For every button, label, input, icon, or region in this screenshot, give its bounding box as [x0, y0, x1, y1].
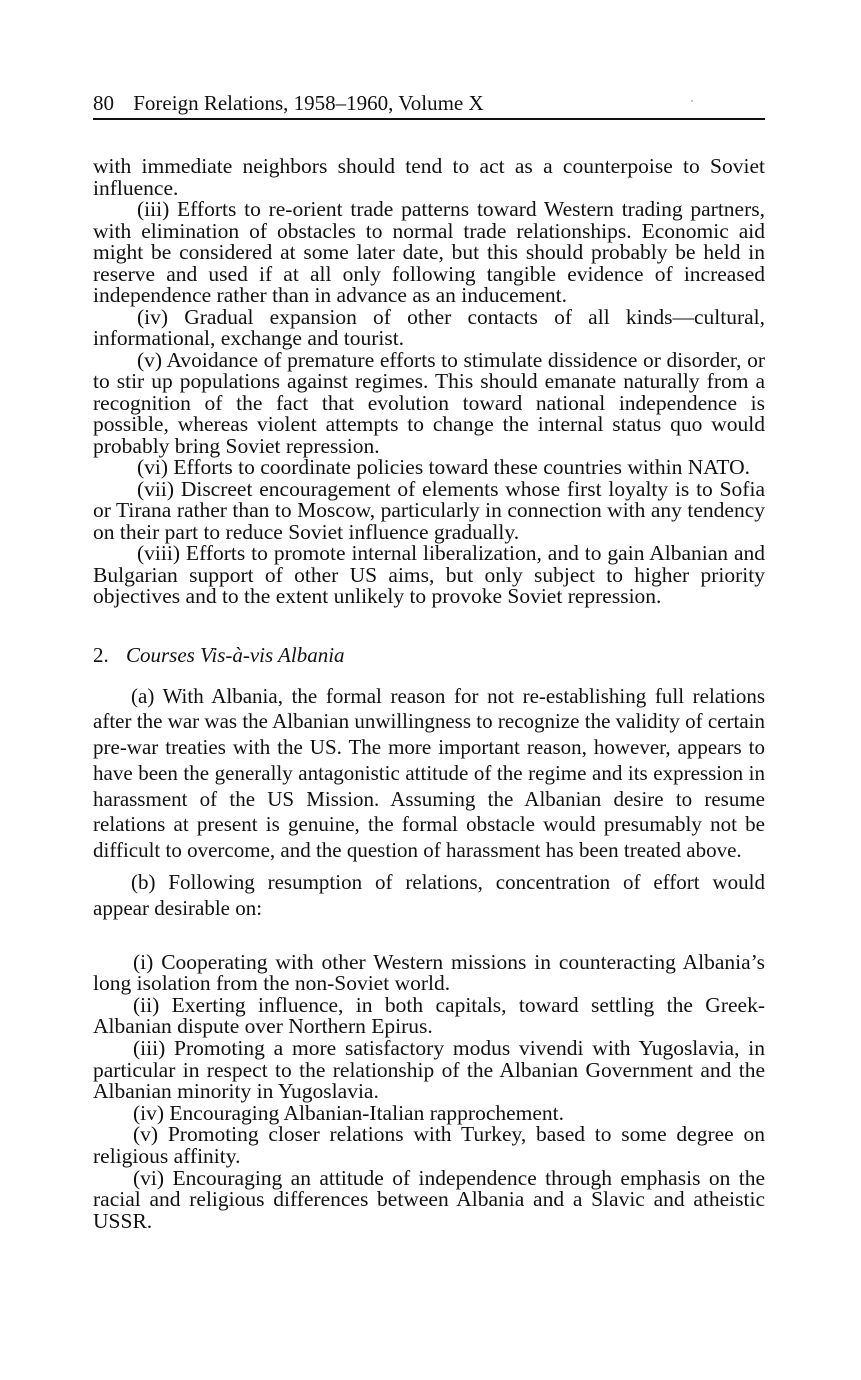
page-body — [93, 156, 765, 1232]
albania-item-iv: (iv) Encouraging Albanian-Italian rapprochement. — [133, 1100, 565, 1125]
paragraph-continuation: with immediate neighbors should tend to act as a counterpoise to Soviet influence. — [93, 154, 765, 200]
page-number: 80 — [93, 91, 114, 115]
list-item-vii: (vii) Discreet encouragement of elements whose first loyalty is to Sofia or Tirana rather than to Moscow, particularly in connection with any tendency on their part to reduce Soviet influence gradually. — [93, 476, 765, 544]
section-heading — [93, 642, 765, 668]
section-number: 2. — [93, 642, 109, 667]
section-title: Courses Vis-à-vis Albania — [126, 642, 345, 667]
list-item-iv: (iv) Gradual expansion of other contacts of all kinds—cultural, informational, exchange and tourist. — [93, 304, 765, 350]
albania-paragraphs — [93, 684, 765, 922]
list-item-vi: (vi) Efforts to coordinate policies toward these countries within NATO. — [137, 455, 751, 479]
list-item-v: (v) Avoidance of premature efforts to stimulate dissidence or disorder, or to stir up populations against regimes. This should emanate naturally from a recognition of the fact that evolution toward national independence is possible, whereas violent attempts to change the internal status quo would probably bring Soviet repression. — [93, 347, 765, 458]
albania-item-ii: (ii) Exerting influence, in both capitals, toward settling the Greek-Albanian dispute over Northern Epirus. — [93, 992, 765, 1039]
albania-item-v: (v) Promoting closer relations with Turkey, based to some degree on religious affinity. — [93, 1122, 765, 1169]
albania-item-vi: (vi) Encouraging an attitude of independence through emphasis on the racial and religious differences between Albania and a Slavic and atheistic USSR. — [93, 1165, 765, 1233]
paragraph-b: (b) Following resumption of relations, concentration of effort would appear desirable on: — [93, 870, 765, 920]
volume-title: Foreign Relations, 1958–1960, Volume X — [133, 91, 484, 115]
albania-items — [93, 949, 765, 1233]
list-continuation — [93, 156, 765, 608]
scan-speck — [691, 100, 693, 102]
albania-item-i: (i) Cooperating with other Western missions in counteracting Albania’s long isolation from the non-Soviet world. — [93, 949, 765, 996]
list-item-viii: (viii) Efforts to promote internal liberalization, and to gain Albanian and Bulgarian support of other US aims, but only subject to higher priority objectives and to the extent unlikely to provoke Soviet repression. — [93, 541, 765, 608]
albania-item-iii: (iii) Promoting a more satisfactory modus vivendi with Yugoslavia, in particular in respect to the relationship of the Albanian Government and the Albanian minority in Yugoslavia. — [93, 1036, 765, 1104]
paragraph-a: (a) With Albania, the formal reason for not re-establishing full relations after the war was the Albanian unwillingness to recognize the validity of certain pre-war treaties with the US. The more important reason, however, appears to have been the generally antagonistic attitude of the regime and its expression in harassment of the US Mission. Assuming the Albanian desire to resume relations at present is genuine, the formal obstacle would presumably not be difficult to overcome, and the question of harassment has been treated above. — [93, 683, 765, 863]
running-header — [93, 88, 765, 120]
list-item-iii: (iii) Efforts to re-orient trade patterns toward Western trading partners, with elimination of obstacles to normal trade relationships. Economic aid might be considered at some later date, but this should probably be held in reserve and used if at all only following tangible evidence of increased independence rather than in advance as an inducement. — [93, 197, 765, 307]
